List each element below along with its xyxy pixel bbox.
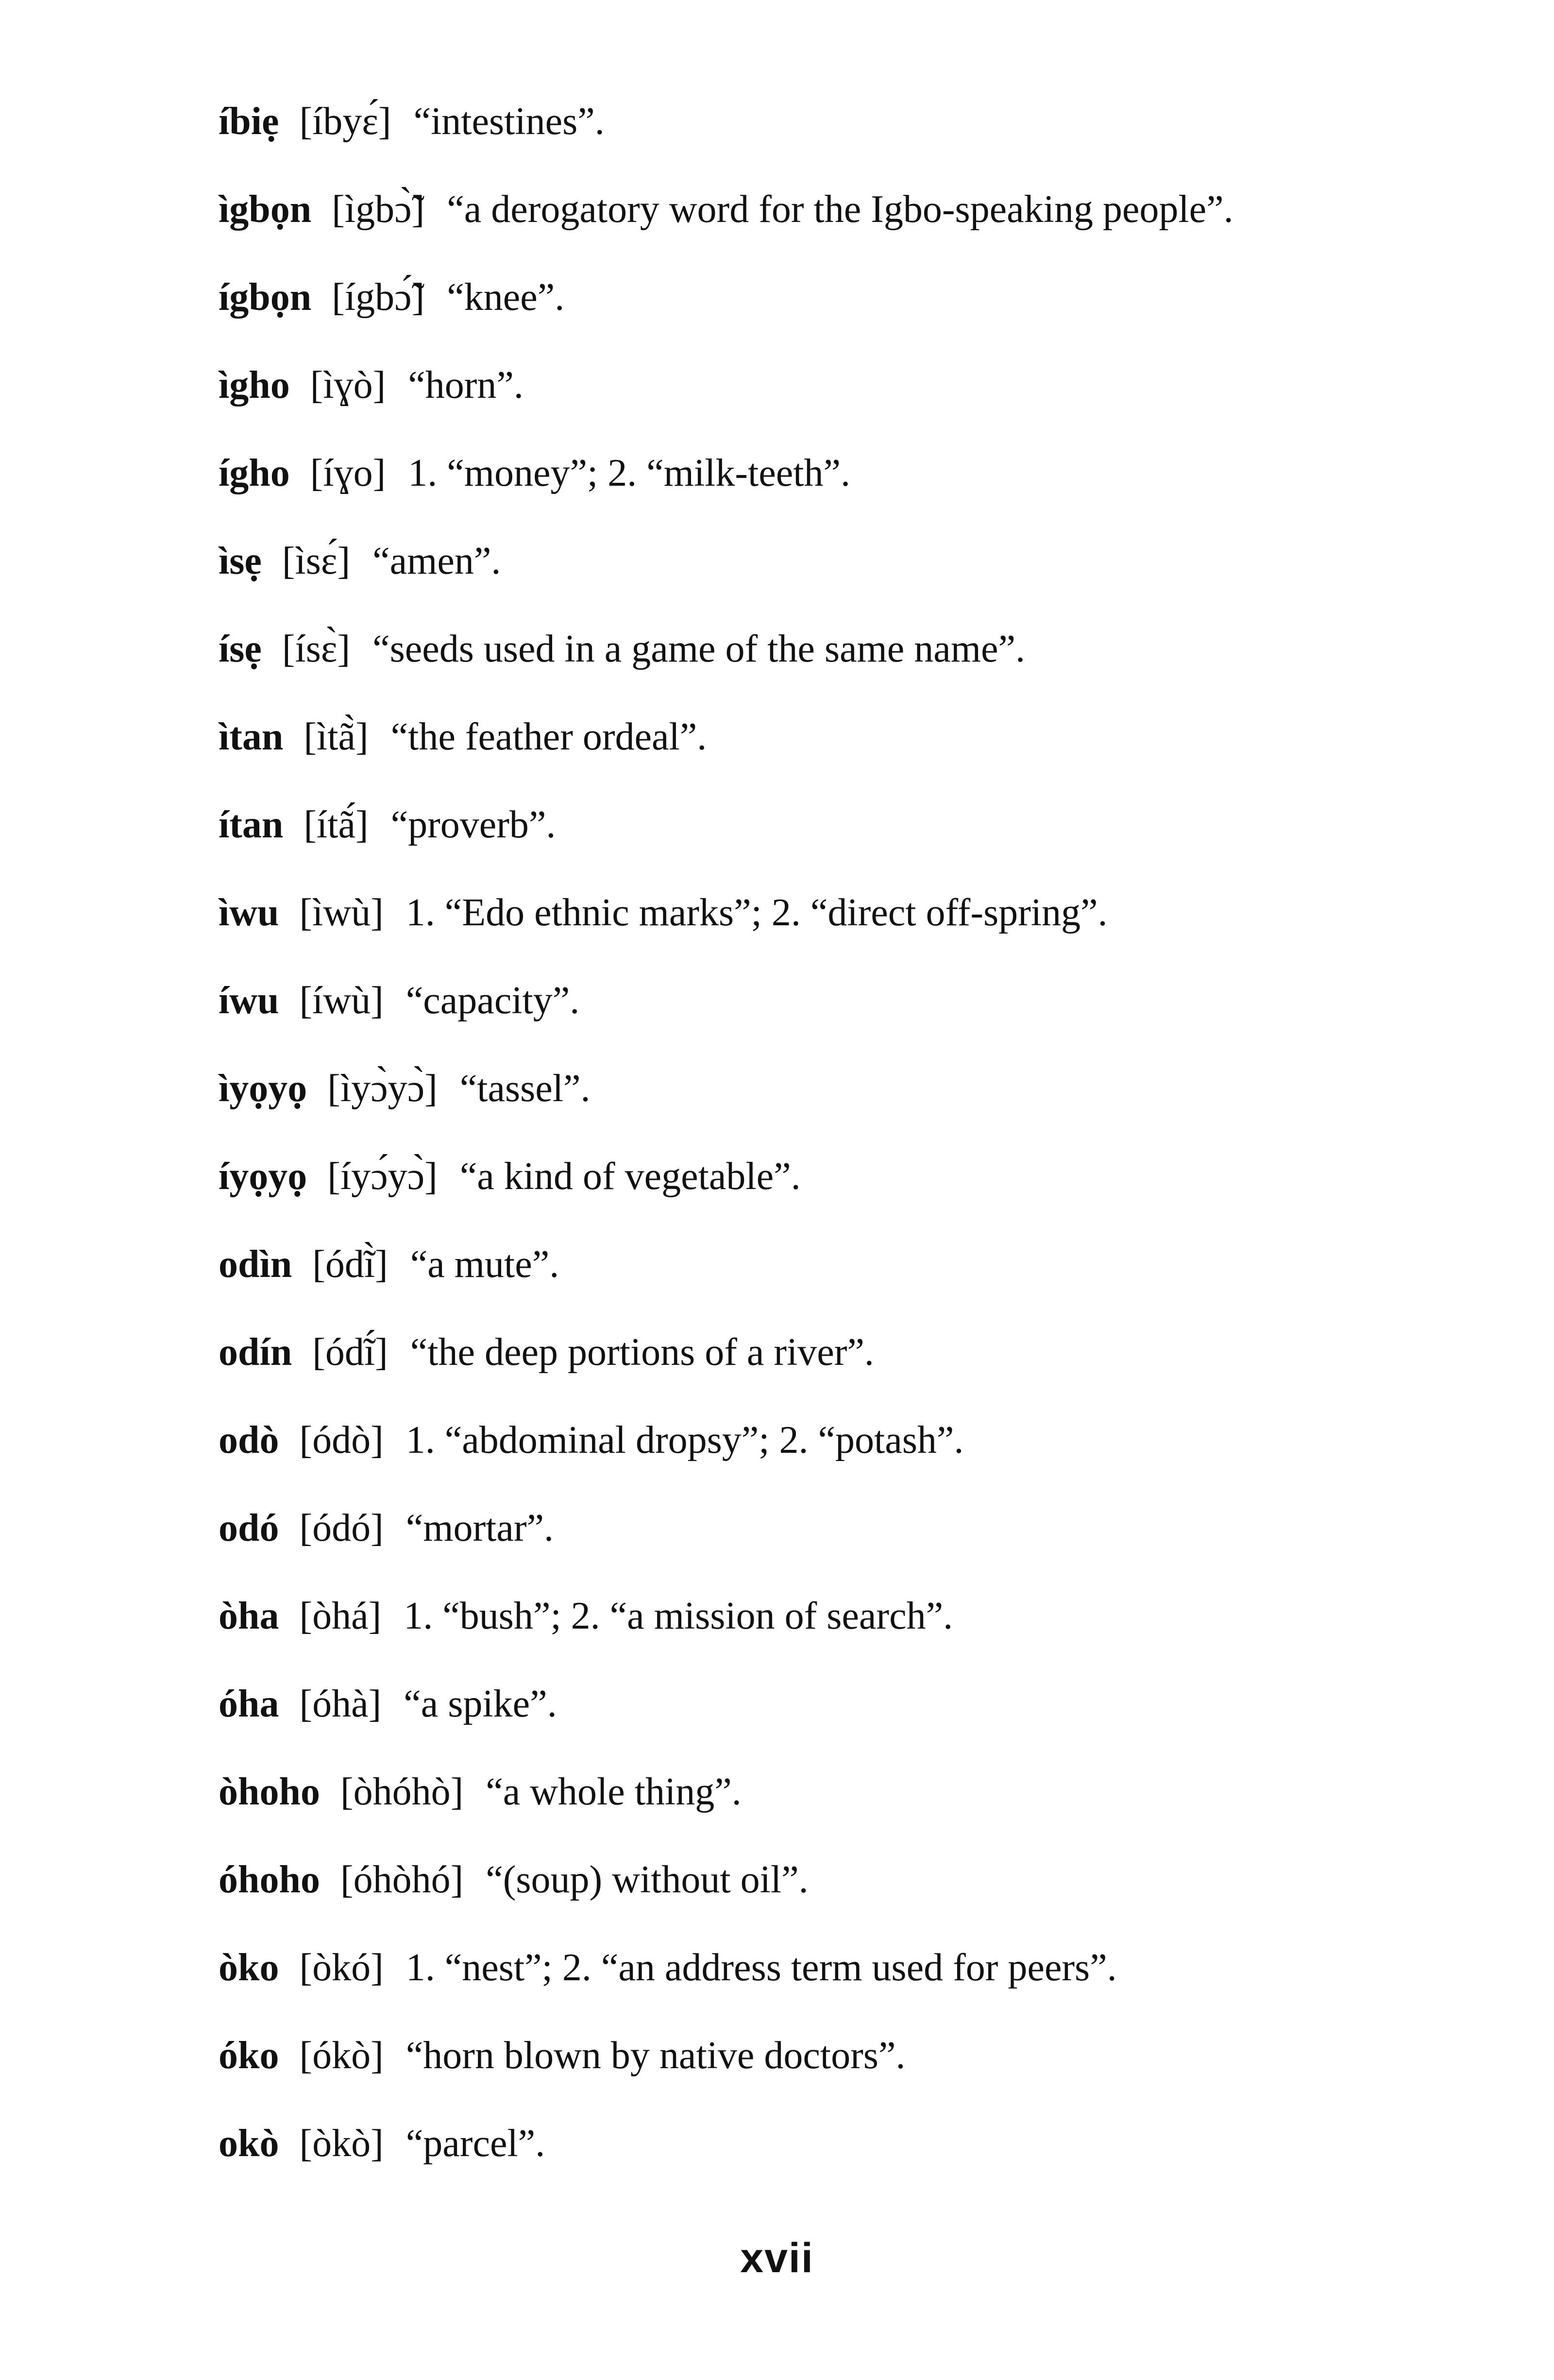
entry-headword: òha — [219, 1595, 279, 1637]
entry-headword: óhoho — [219, 1858, 320, 1901]
entry-gloss: “proverb”. — [390, 803, 556, 846]
entry-row — [219, 605, 1481, 693]
entry-row — [219, 1836, 1481, 1924]
entry-row — [219, 1748, 1481, 1836]
entry-headword: ìgho — [219, 364, 290, 407]
entry-gloss: “knee”. — [447, 276, 565, 319]
entry-gloss: 1. “Edo ethnic marks”; 2. “direct off-spring”. — [405, 891, 1108, 934]
entry-gloss: “a mute”. — [410, 1243, 559, 1286]
entry-pronunciation: [óhà] — [299, 1683, 382, 1725]
entry-pronunciation: [òhóhò] — [340, 1770, 464, 1813]
entry-headword: odó — [219, 1507, 279, 1549]
entry-list — [219, 78, 1481, 2188]
entry-row — [219, 781, 1481, 869]
entry-pronunciation: [ísɛ̀] — [282, 628, 351, 670]
entry-pronunciation: [íɣo] — [310, 452, 386, 494]
entry-row — [219, 1924, 1481, 2012]
entry-headword: ítan — [219, 803, 284, 846]
entry-headword: odò — [219, 1419, 279, 1462]
entry-pronunciation: [ítã́] — [304, 803, 369, 846]
entry-row — [219, 1484, 1481, 1572]
entry-pronunciation: [ìgbɔ̃̀] — [332, 188, 425, 231]
entry-gloss: “a derogatory word for the Igbo-speaking people”. — [447, 188, 1233, 231]
entry-gloss: 1. “abdominal dropsy”; 2. “potash”. — [405, 1419, 964, 1462]
entry-pronunciation: [ìɣò] — [310, 364, 386, 407]
entry-row — [219, 957, 1481, 1045]
entry-headword: ígho — [219, 452, 290, 494]
entry-gloss: 1. “nest”; 2. “an address term used for peers”. — [405, 1946, 1117, 1989]
entry-pronunciation: [òhá] — [299, 1595, 382, 1637]
entry-pronunciation: [ódó] — [299, 1507, 384, 1549]
entry-row — [219, 254, 1481, 341]
entry-headword: ísẹ — [219, 628, 262, 670]
entry-row — [219, 341, 1481, 429]
entry-gloss: “amen”. — [372, 540, 501, 582]
entry-pronunciation: [òkó] — [299, 1946, 384, 1989]
entry-row — [219, 429, 1481, 517]
entry-headword: òhoho — [219, 1770, 320, 1813]
entry-gloss: “seeds used in a game of the same name”. — [372, 628, 1026, 670]
entry-row — [219, 2100, 1481, 2188]
entry-headword: ìwu — [219, 891, 279, 934]
entry-row — [219, 693, 1481, 781]
entry-gloss: 1. “money”; 2. “milk-teeth”. — [408, 452, 851, 494]
entry-headword: íyọyọ — [219, 1155, 307, 1198]
entry-headword: óha — [219, 1683, 279, 1725]
entry-pronunciation: [óhòhó] — [340, 1858, 464, 1901]
entry-row — [219, 78, 1481, 166]
entry-gloss: “(soup) without oil”. — [486, 1858, 809, 1901]
entry-headword: ìgbọn — [219, 188, 312, 231]
entry-row — [219, 1221, 1481, 1309]
entry-headword: íbiẹ — [219, 100, 279, 143]
entry-headword: ìsẹ — [219, 540, 262, 582]
entry-row — [219, 1396, 1481, 1484]
entry-pronunciation: [íyɔ́yɔ̀] — [327, 1155, 438, 1198]
entry-row — [219, 517, 1481, 605]
entry-headword: òko — [219, 1946, 279, 1989]
entry-gloss: “tassel”. — [459, 1067, 591, 1110]
entry-gloss: 1. “bush”; 2. “a mission of search”. — [404, 1595, 953, 1637]
entry-pronunciation: [ódĩ́] — [312, 1331, 388, 1374]
entry-row — [219, 1045, 1481, 1133]
entry-pronunciation: [ìyɔ̀yɔ̀] — [327, 1067, 438, 1110]
entry-row — [219, 1572, 1481, 1660]
entry-row — [219, 166, 1481, 254]
entry-headword: ígbọn — [219, 276, 312, 319]
entry-pronunciation: [ìsɛ́] — [282, 540, 351, 582]
entry-headword: íwu — [219, 979, 279, 1022]
entry-row — [219, 1309, 1481, 1396]
entry-pronunciation: [òkò] — [299, 2122, 384, 2165]
entry-pronunciation: [ódĩ̀] — [312, 1243, 388, 1286]
entry-gloss: “intestines”. — [413, 100, 605, 143]
entry-headword: óko — [219, 2034, 279, 2077]
entry-row — [219, 2012, 1481, 2100]
entry-pronunciation: [íwù] — [299, 979, 384, 1022]
entry-pronunciation: [ódò] — [299, 1419, 384, 1462]
page-number: xvii — [740, 2235, 814, 2281]
entry-headword: ìtan — [219, 715, 284, 758]
entry-pronunciation: [ìtã̀] — [304, 715, 369, 758]
entry-gloss: “a spike”. — [404, 1683, 557, 1725]
entry-headword: odìn — [219, 1243, 292, 1286]
entry-gloss: “parcel”. — [405, 2122, 545, 2165]
entry-pronunciation: [ígbɔ̃́] — [332, 276, 425, 319]
entry-pronunciation: [ìwù] — [299, 891, 384, 934]
entry-gloss: “horn blown by native doctors”. — [405, 2034, 906, 2077]
entry-gloss: “the deep portions of a river”. — [410, 1331, 874, 1374]
entry-gloss: “the feather ordeal”. — [390, 715, 707, 758]
entry-gloss: “capacity”. — [405, 979, 580, 1022]
entry-gloss: “a whole thing”. — [486, 1770, 742, 1813]
entry-headword: okò — [219, 2122, 279, 2165]
entry-row — [219, 1660, 1481, 1748]
entry-row — [219, 869, 1481, 957]
entry-headword: ìyọyọ — [219, 1067, 307, 1110]
entry-gloss: “horn”. — [408, 364, 524, 407]
entry-headword: odín — [219, 1331, 292, 1374]
entry-pronunciation: [ókò] — [299, 2034, 384, 2077]
entry-row — [219, 1133, 1481, 1221]
entry-gloss: “mortar”. — [405, 1507, 554, 1549]
entry-gloss: “a kind of vegetable”. — [459, 1155, 801, 1198]
entry-pronunciation: [íbyɛ́] — [299, 100, 391, 143]
